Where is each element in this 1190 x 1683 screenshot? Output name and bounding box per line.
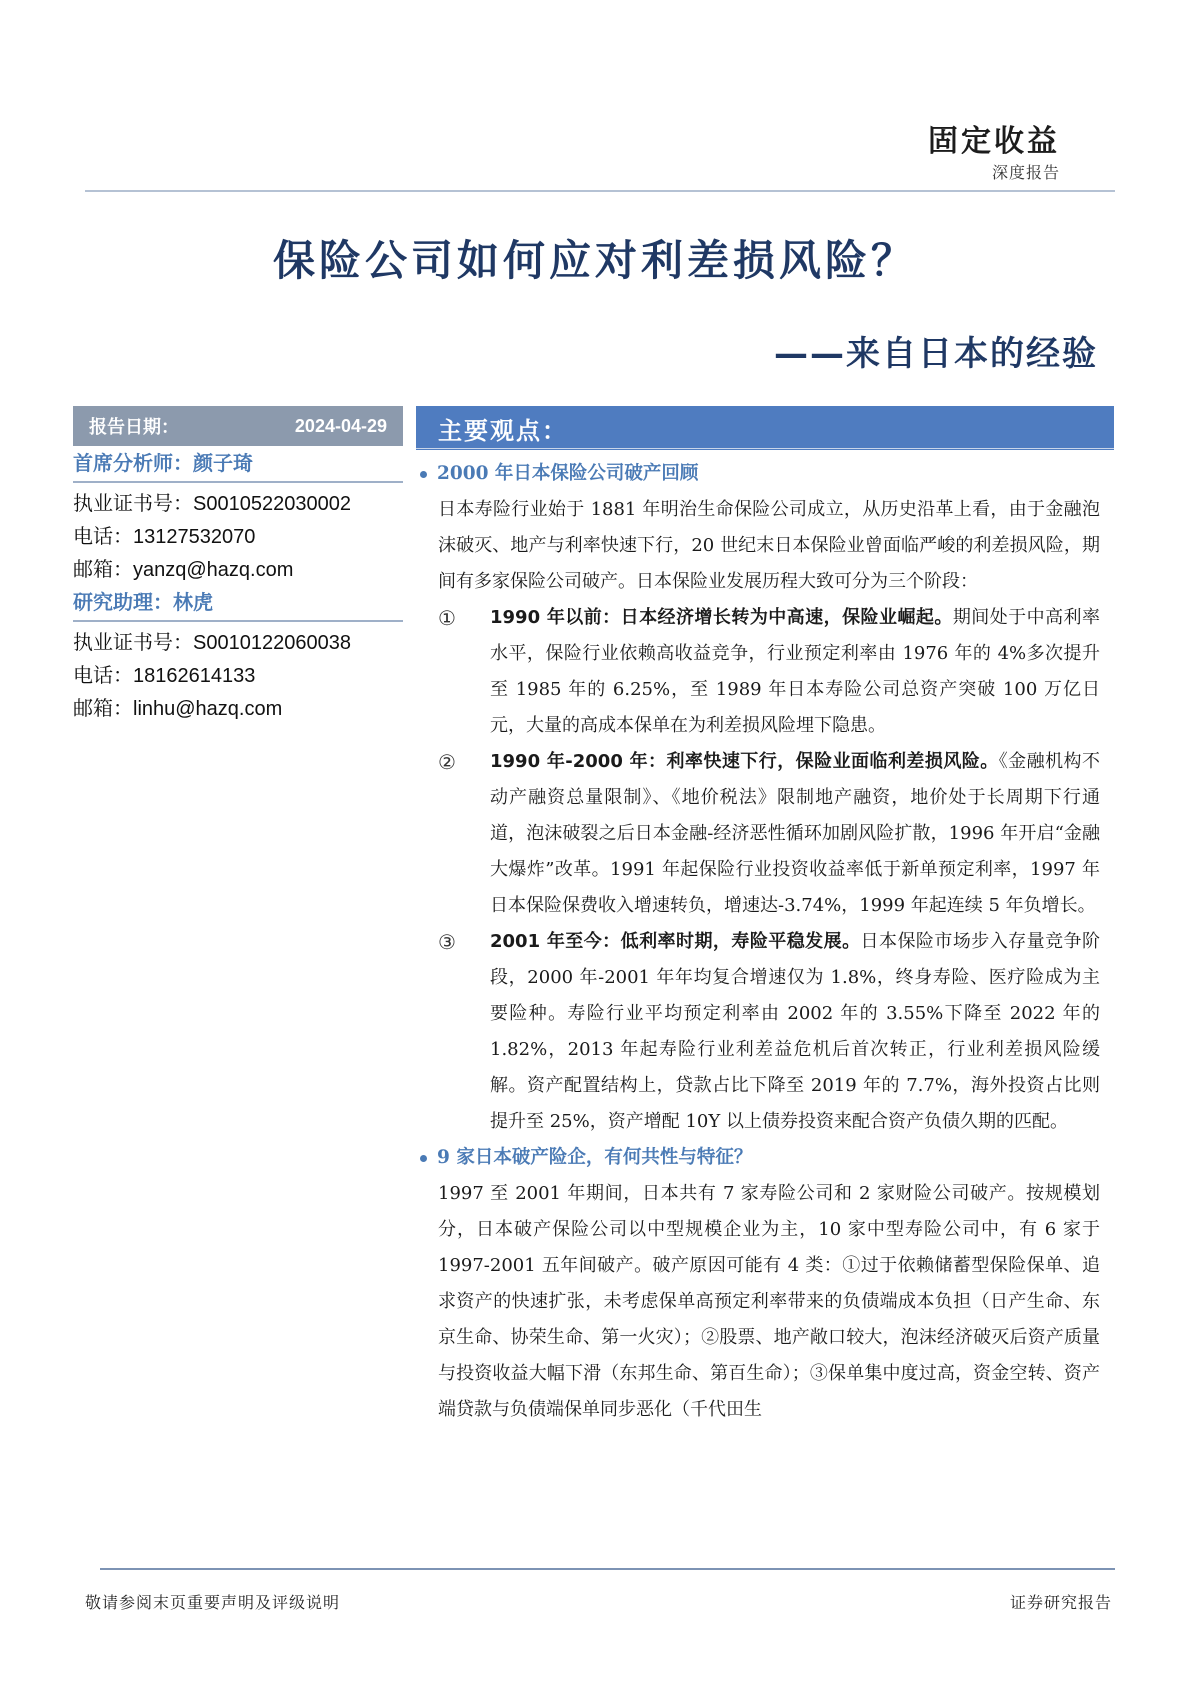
header-divider bbox=[85, 190, 1115, 192]
key-points-divider bbox=[416, 448, 1114, 449]
item-lead: 1990 年以前：日本经济增长转为中高速，保险业崛起。 bbox=[490, 607, 953, 628]
assistant-email-label: 邮箱： bbox=[73, 696, 133, 720]
list-item bbox=[418, 744, 1100, 924]
section-heading bbox=[418, 456, 1100, 492]
analyst-cert bbox=[73, 487, 403, 520]
key-points-content bbox=[418, 456, 1100, 1428]
section-title: 9 家日本破产险企，有何共性与特征？ bbox=[437, 1147, 753, 1168]
assistant-role: 研究助理：林虎 bbox=[73, 590, 213, 614]
assistant-divider bbox=[73, 620, 403, 622]
list-item bbox=[418, 600, 1100, 744]
item-body bbox=[474, 924, 1100, 1140]
item-text: 日本保险市场步入存量竞争阶段，2000 年-2001 年年均复合增速仅为 1.8%，终身寿险、医疗险成为主要险种。寿险行业平均预定利率由 2002 年的 3.55%下降至 2022 年的 1.82%，2013 年起寿险行业利差益危机后首次转正，行业利差损风险缓解。资产配置结构上，贷款占比下降至 2019 年的 7.7%，海外投资占比则提升至 25%，资产增配 10Y 以上债券投资来配合资产负债久期的匹配。 bbox=[490, 931, 1100, 1132]
analyst-cert-label: 执业证书号： bbox=[73, 491, 193, 515]
section-title: 2000 年日本保险公司破产回顾 bbox=[437, 463, 699, 484]
footer-divider bbox=[100, 1568, 1115, 1570]
analyst-email-label: 邮箱： bbox=[73, 557, 133, 581]
analyst-info bbox=[73, 447, 403, 725]
analyst-phone bbox=[73, 520, 403, 553]
section-body: 1997 至 2001 年期间，日本共有 7 家寿险公司和 2 家财险公司破产。按规模划分，日本破产保险公司以中型规模企业为主，10 家中型寿险公司中，有 6 家于 1997-2001 五年间破产。破产原因可能有 4 类：①过于依赖储蓄型保险保单、追求资产的快速扩张，未考虑保单高预定利率带来的负债端成本负担（日产生命、东京生命、协荣生命、第一火灾）；②股票、地产敞口较大，泡沫经济破灭后资产质量与投资收益大幅下滑（东邦生命、第百生命）；③保单集中度过高，资金空转、资产端贷款与负债端保单同步恶化（千代田生 bbox=[438, 1183, 1100, 1420]
item-lead: 2001 年至今：低利率时期，寿险平稳发展。 bbox=[490, 931, 861, 952]
item-text: 期间处于中高利率水平，保险行业依赖高收益竞争，行业预定利率由 1976 年的 4%多次提升至 1985 年的 6.25%，至 1989 年日本寿险公司总资产突破 100 万亿日元，大量的高成本保单在为利差损风险埋下隐患。 bbox=[490, 607, 1100, 736]
item-number: ② bbox=[438, 750, 456, 774]
section-heading bbox=[418, 1140, 1100, 1176]
section-intro: 日本寿险行业始于 1881 年明治生命保险公司成立，从历史沿革上看，由于金融泡沫破灭、地产与利率快速下行，20 世纪末日本保险业曾面临严峻的利差损风险，期间有多家保险公司破产。日本保险业发展历程大致可分为三个阶段： bbox=[438, 499, 1100, 592]
assistant-cert-value: S0010122060038 bbox=[193, 632, 351, 654]
analyst-cert-value: S0010522030002 bbox=[193, 493, 351, 515]
report-category: 固定收益 bbox=[928, 124, 1060, 159]
analyst-email-value[interactable]: yanzq@hazq.com bbox=[133, 559, 294, 581]
bullet-dot-icon bbox=[420, 1155, 427, 1162]
report-date-value: 2024-04-29 bbox=[294, 415, 387, 436]
item-lead: 1990 年-2000 年：利率快速下行，保险业面临利差损风险。 bbox=[490, 751, 999, 772]
assistant-cert-label: 执业证书号： bbox=[73, 630, 193, 654]
key-points-heading: 主要观点： bbox=[416, 406, 1114, 450]
report-date-bar bbox=[73, 406, 403, 446]
item-body bbox=[474, 600, 1100, 744]
item-number: ① bbox=[438, 606, 456, 630]
item-number: ③ bbox=[438, 930, 456, 954]
item-text: 《金融机构不动产融资总量限制》、《地价税法》限制地产融资，地价处于长周期下行通道，泡沫破裂之后日本金融-经济恶性循环加剧风险扩散，1996 年开启“金融大爆炸”改革。1991 年起保险行业投资收益率低于新单预定利率，1997 年日本保险保费收入增速转负，增速达-3.74%，1999 年起连续 5 年负增长。 bbox=[490, 751, 1101, 916]
assistant-cert bbox=[73, 626, 403, 659]
bullet-dot-icon bbox=[420, 471, 427, 478]
footer-disclaimer: 敬请参阅末页重要声明及评级说明 bbox=[85, 1593, 341, 1612]
assistant-email bbox=[73, 692, 403, 725]
analyst-email bbox=[73, 553, 403, 586]
item-body bbox=[474, 744, 1100, 924]
assistant-phone bbox=[73, 659, 403, 692]
report-date-label: 报告日期： bbox=[89, 417, 179, 438]
report-subtitle: ——来自日本的经验 bbox=[774, 334, 1098, 374]
analyst-phone-value: 13127532070 bbox=[133, 526, 256, 548]
footer-label: 证券研究报告 bbox=[1009, 1593, 1112, 1612]
assistant-email-value[interactable]: linhu@hazq.com bbox=[133, 698, 283, 720]
list-item bbox=[418, 924, 1100, 1140]
analyst-divider bbox=[73, 481, 403, 483]
analyst-role: 首席分析师：颜子琦 bbox=[73, 451, 253, 475]
report-title: 保险公司如何应对利差损风险？ bbox=[272, 236, 917, 285]
analyst-phone-label: 电话： bbox=[73, 524, 133, 548]
assistant-phone-value: 18162614133 bbox=[133, 665, 256, 687]
assistant-phone-label: 电话： bbox=[73, 663, 133, 687]
report-type: 深度报告 bbox=[991, 163, 1060, 182]
